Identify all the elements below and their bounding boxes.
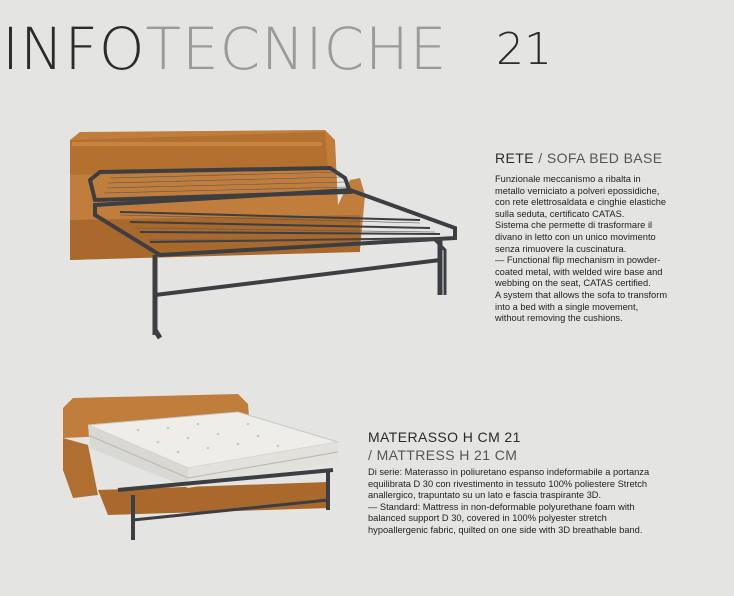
title-info: INFO	[2, 15, 146, 83]
materasso-line: equilibrata D 30 con rivestimento in tessuto 100% poliestere Stretch	[368, 478, 648, 489]
materasso-line: hypoallergenic fabric, quilted on one side with 3D breathable band.	[368, 524, 643, 535]
rete-description	[495, 174, 727, 325]
rete-heading-en: SOFA BED BASE	[546, 150, 663, 166]
page-number: 21	[496, 24, 552, 75]
rete-heading-sep: /	[533, 150, 547, 166]
materasso-description	[368, 467, 730, 537]
materasso-heading-line1: MATERASSO H CM 21	[368, 429, 521, 445]
rete-line: coated metal, with welded wire base and	[495, 266, 663, 277]
sofa-bed-base-illustration	[60, 120, 470, 350]
mattress-illustration	[58, 390, 358, 550]
rete-line: A system that allows the sofa to transform	[495, 289, 668, 300]
materasso-heading-line2: / MATTRESS H 21 CM	[368, 447, 518, 463]
page-header	[2, 14, 447, 84]
materasso-line: — Standard: Mattress in non-deformable polyurethane foam with	[368, 501, 635, 512]
materasso-line: Di serie: Materasso in poliuretano espanso indeformabile a portanza	[368, 467, 650, 477]
rete-line: sulla seduta, certificato CATAS.	[495, 208, 625, 219]
title-tecniche: TECNICHE	[145, 15, 448, 83]
rete-line: Sistema che permette di trasformare il	[495, 220, 653, 231]
rete-line: without removing the cushions.	[495, 313, 623, 324]
rete-line: — Functional flip mechanism in powder-	[495, 255, 661, 266]
materasso-line: anallergico, trapuntato su un lato e fascia traspirante 3D.	[368, 490, 602, 501]
rete-heading	[495, 150, 663, 166]
materasso-line: balanced support D 30, covered in 100% polyester stretch	[368, 513, 607, 524]
rete-line: senza rimuovere la cuscinatura.	[495, 243, 627, 254]
rete-line: into a bed with a single movement,	[495, 301, 639, 312]
materasso-heading	[368, 428, 521, 464]
rete-line: con rete elettrosaldata e cinghie elastiche	[495, 197, 667, 208]
rete-line: Funzionale meccanismo a ribalta in	[495, 174, 641, 184]
rete-line: webbing on the seat, CATAS certified.	[495, 278, 651, 289]
rete-line: metallo verniciato a polveri epossidiche,	[495, 185, 660, 196]
rete-heading-it: RETE	[495, 150, 534, 166]
rete-line: divano in letto con un unico movimento	[495, 231, 656, 242]
